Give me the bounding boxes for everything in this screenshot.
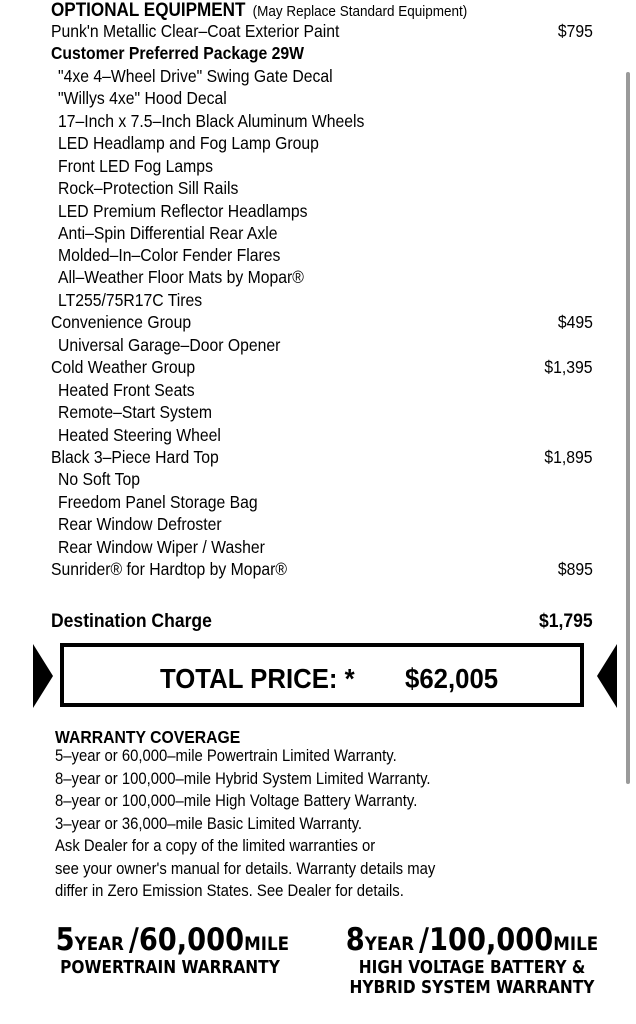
battery-warranty-term: 8YEAR /100,000MILE — [345, 922, 599, 958]
right-pointer-arrow-icon — [597, 644, 617, 708]
destination-charge-label: Destination Charge — [51, 610, 212, 632]
item-label: LT255/75R17C Tires — [58, 290, 203, 310]
battery-warranty-caption-line2: HYBRID SYSTEM WARRANTY — [349, 978, 595, 998]
item-label: Remote–Start System — [58, 402, 213, 422]
item-label: Rear Window Wiper / Washer — [58, 537, 265, 557]
item-label: LED Premium Reflector Headlamps — [58, 201, 308, 221]
list-item — [51, 289, 593, 311]
item-price: $895 — [557, 559, 593, 579]
warranty-line: 8–year or 100,000–mile Hybrid System Limited Warranty. — [55, 770, 431, 788]
list-item — [51, 177, 593, 199]
list-item — [51, 42, 593, 64]
list-item — [51, 244, 593, 266]
vertical-scrollbar[interactable] — [626, 72, 630, 784]
list-item — [51, 491, 593, 513]
item-label: Rock–Protection Sill Rails — [58, 178, 239, 198]
destination-charge-row — [51, 609, 593, 633]
list-item — [51, 379, 593, 401]
battery-warranty-badge — [318, 922, 626, 998]
item-label: Heated Front Seats — [58, 380, 195, 400]
destination-charge-price: $1,795 — [539, 610, 593, 632]
optional-equipment-title: OPTIONAL EQUIPMENT — [51, 0, 246, 21]
item-label: Universal Garage–Door Opener — [58, 335, 281, 355]
item-label: Cold Weather Group — [51, 357, 196, 377]
list-item — [51, 200, 593, 222]
item-label: All–Weather Floor Mats by Mopar® — [58, 267, 304, 287]
warranty-line: 8–year or 100,000–mile High Voltage Battery Warranty. — [55, 792, 418, 810]
item-price: $495 — [557, 312, 593, 332]
list-item — [51, 311, 593, 333]
powertrain-warranty-caption: POWERTRAIN WARRANTY — [60, 958, 280, 978]
warranty-line: 3–year or 36,000–mile Basic Limited Warranty. — [55, 815, 363, 833]
powertrain-warranty-badge — [40, 922, 300, 978]
item-label: No Soft Top — [58, 469, 141, 489]
item-label: "4xe 4–Wheel Drive" Swing Gate Decal — [58, 66, 333, 86]
optional-equipment-note: (May Replace Standard Equipment) — [252, 3, 468, 20]
item-label: Heated Steering Wheel — [58, 425, 221, 445]
warranty-line: 5–year or 60,000–mile Powertrain Limited Warranty. — [55, 747, 397, 765]
item-label: LED Headlamp and Fog Lamp Group — [58, 133, 319, 153]
item-price: $795 — [557, 21, 593, 41]
list-item — [51, 446, 593, 468]
list-item — [51, 356, 593, 378]
item-label: Rear Window Defroster — [58, 514, 222, 534]
warranty-line: Ask Dealer for a copy of the limited warranties or — [55, 837, 376, 855]
battery-warranty-caption-line1: HIGH VOLTAGE BATTERY & — [358, 958, 586, 978]
item-label: Customer Preferred Package 29W — [51, 43, 304, 63]
powertrain-warranty-term: 5YEAR /60,000MILE — [55, 922, 290, 958]
list-item — [51, 132, 593, 154]
total-price-value: $62,005 — [405, 663, 499, 694]
list-item — [51, 558, 593, 580]
warranty-line: see your owner's manual for details. Warranty details may — [55, 860, 436, 878]
list-item — [51, 424, 593, 446]
list-item — [51, 222, 593, 244]
item-label: Convenience Group — [51, 312, 192, 332]
item-label: Black 3–Piece Hard Top — [51, 447, 219, 467]
list-item — [51, 87, 593, 109]
left-pointer-arrow-icon — [33, 644, 53, 708]
warranty-coverage-title: WARRANTY COVERAGE — [55, 727, 241, 747]
list-item — [51, 468, 593, 490]
list-item — [51, 266, 593, 288]
item-price: $1,895 — [544, 447, 593, 467]
list-item — [51, 513, 593, 535]
total-price-box — [60, 643, 584, 707]
item-label: "Willys 4xe" Hood Decal — [58, 88, 227, 108]
item-label: Anti–Spin Differential Rear Axle — [58, 223, 278, 243]
item-label: Front LED Fog Lamps — [58, 156, 213, 176]
total-price-label: TOTAL PRICE: * — [160, 663, 355, 694]
list-item — [51, 155, 593, 177]
list-item — [51, 334, 593, 356]
item-label: Freedom Panel Storage Bag — [58, 492, 258, 512]
list-item — [51, 536, 593, 558]
optional-equipment-header — [51, 0, 467, 22]
item-price: $1,395 — [544, 357, 593, 377]
warranty-line: differ in Zero Emission States. See Dealer for details. — [55, 882, 404, 900]
item-label: Molded–In–Color Fender Flares — [58, 245, 281, 265]
item-label: 17–Inch x 7.5–Inch Black Aluminum Wheels — [58, 111, 365, 131]
list-item — [51, 20, 593, 42]
item-label: Punk'n Metallic Clear–Coat Exterior Paint — [51, 21, 340, 41]
list-item — [51, 110, 593, 132]
list-item — [51, 401, 593, 423]
item-label: Sunrider® for Hardtop by Mopar® — [51, 559, 287, 579]
list-item — [51, 65, 593, 87]
